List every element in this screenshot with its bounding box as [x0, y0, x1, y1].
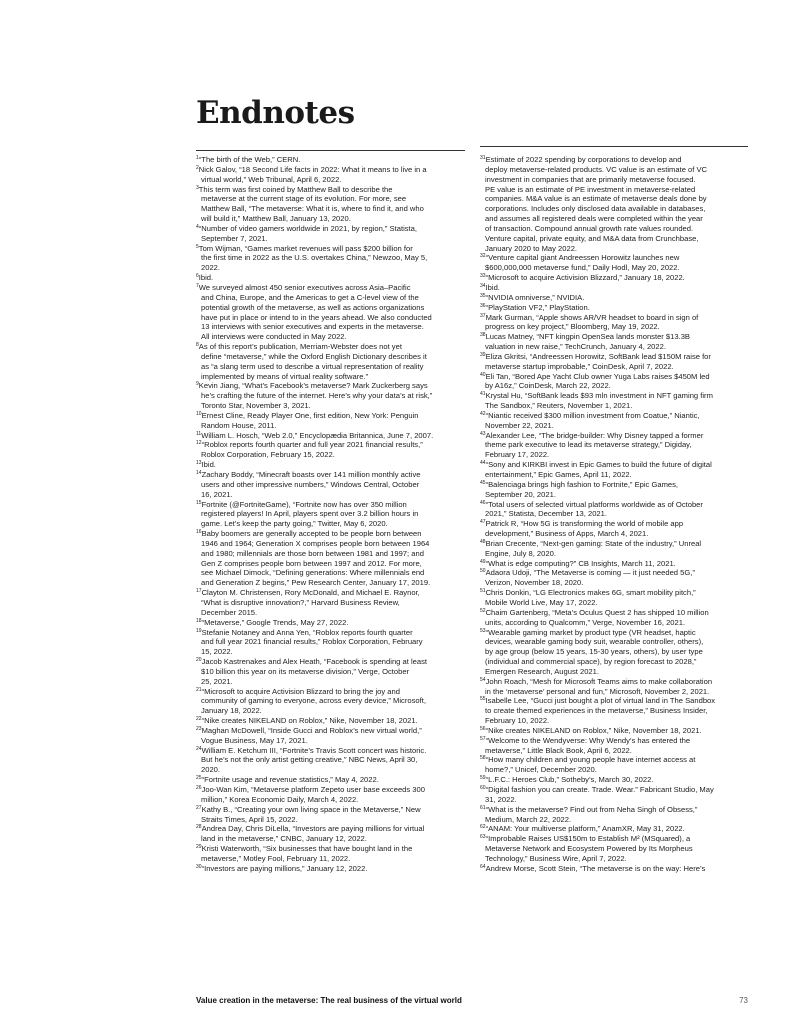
endnote-text: “L.F.C.: Heroes Club,” Sotheby’s, March 30, 2022.: [485, 775, 654, 785]
endnote-item: [196, 775, 468, 785]
endnote-number: 51: [480, 588, 486, 595]
endnote-item: [196, 431, 468, 441]
endnote-text: Patrick R, “How 5G is transforming the world of mobile app development,” Business of Apps, March 4, 2021.: [485, 519, 684, 539]
endnote-item: [196, 588, 468, 618]
endnote-item: [196, 224, 468, 244]
endnote-text: Chaim Gartenberg, “Meta’s Oculus Quest 2 has shipped 10 million units, according to Qualcomm,” Verge, November 16, 2021.: [485, 607, 709, 627]
endnote-number: 7: [196, 282, 199, 289]
endnote-text: Brian Crecente, “Next-gen gaming: State of the industry,” Unreal Engine, July 8, 2020.: [485, 538, 702, 558]
endnote-number: 32: [480, 253, 486, 260]
footer-report-title: Value creation in the metaverse: The real business of the virtual world: [196, 996, 462, 1005]
endnote-item: [480, 332, 752, 352]
endnote-text: “Nike creates NIKELAND on Roblox,” Nike, November 18, 2021.: [201, 716, 418, 726]
endnote-item: [196, 273, 468, 283]
endnote-number: 34: [480, 282, 486, 289]
endnote-item: [196, 657, 468, 687]
endnote-item: [480, 431, 752, 461]
endnote-text: “Venture capital giant Andreessen Horowitz launches new $600,000,000 metaverse fund,” Daily Hodl, May 20, 2022.: [485, 253, 680, 273]
endnote-number: 10: [196, 410, 202, 417]
endnote-text: “Roblox reports fourth quarter and full year 2021 financial results,” Roblox Corporation, February 15, 2022.: [201, 440, 423, 460]
endnote-number: 39: [480, 351, 486, 358]
endnote-text: “The birth of the Web,” CERN.: [198, 155, 301, 164]
endnote-number: 47: [480, 519, 486, 526]
endnote-number: 62: [480, 824, 486, 831]
endnote-text: We surveyed almost 450 senior executives across Asia–Pacific and China, Europe, and the Americas to get a C-level view of the potential growth of the metaverse, as well as actions organizations have put in place or intend to in the years ahead. We also conducted 13 interviews with senior executives and experts in the metaverse. All interviews were conducted in May 2022.: [198, 282, 432, 342]
endnote-item: [480, 253, 752, 273]
endnote-item: [480, 372, 752, 392]
endnote-item: [480, 628, 752, 677]
endnote-text: Maghan McDowell, “Inside Gucci and Roblox’s new virtual world,” Vogue Business, May 17, 2021.: [201, 725, 422, 745]
endnote-number: 55: [480, 696, 486, 703]
endnote-text: William E. Ketchum III, “Fortnite’s Travis Scott concert was historic. But he’s not the only artist getting creative,” NBC News, April 30, 2020.: [201, 745, 427, 775]
endnote-text: Eli Tan, “Bored Ape Yacht Club owner Yuga Labs raises $450M led by A16z,” CoinDesk, March 22, 2022.: [485, 371, 710, 391]
endnote-number: 56: [480, 725, 486, 732]
endnote-item: [196, 628, 468, 658]
endnote-text: Ernest Cline, Ready Player One, first edition, New York: Penguin Random House, 2011.: [201, 410, 419, 430]
endnote-number: 33: [480, 273, 486, 280]
endnote-number: 4: [196, 223, 199, 230]
endnote-text: “Fortnite usage and revenue statistics,” May 4, 2022.: [201, 775, 379, 785]
endnote-item: [196, 864, 468, 874]
endnote-text: Alexander Lee, “The bridge-builder: Why Disney tapped a former theme park executive to lead its metaverse strategy,” Digiday, February 17, 2022.: [485, 430, 704, 460]
endnote-item: [196, 165, 468, 185]
endnote-item: [196, 805, 468, 825]
endnote-item: [480, 303, 752, 313]
endnote-number: 14: [196, 470, 202, 476]
endnote-number: 3: [196, 184, 199, 191]
endnote-number: 43: [480, 430, 486, 437]
endnote-item: [480, 293, 752, 303]
endnote-item: [196, 244, 468, 274]
endnote-text: “Sony and KIRKBI invest in Epic Games to build the future of digital entertainment,” Epic Games, April 11, 2022.: [485, 460, 712, 479]
endnote-number: 48: [480, 538, 486, 545]
endnote-number: 45: [480, 479, 486, 486]
endnote-number: 8: [196, 342, 199, 349]
endnote-text: Ibid.: [198, 273, 214, 283]
endnote-text: “How many children and young people have internet access at home?,” Unicef, December 2020.: [485, 755, 696, 775]
endnote-number: 1: [196, 155, 199, 161]
endnote-text: Kathy B., “Creating your own living space in the Metaverse,” New Straits Times, April 15, 2022.: [201, 804, 421, 824]
endnote-number: 5: [196, 243, 199, 250]
endnote-item: [480, 391, 752, 411]
endnote-number: 26: [196, 785, 202, 791]
endnote-item: [480, 696, 752, 726]
endnote-number: 20: [196, 657, 202, 664]
endnote-item: [196, 746, 468, 776]
endnote-text: “Niantic received $300 million investment from Coatue,” Niantic, November 22, 2021.: [485, 410, 700, 430]
endnote-item: [480, 480, 752, 500]
endnote-number: 12: [196, 440, 202, 447]
endnote-text: Adaora Udoji, “The Metaverse is coming — it just needed 5G,” Verizon, November 18, 2020.: [485, 568, 695, 588]
endnote-item: [196, 460, 468, 470]
endnote-number: 13: [196, 460, 202, 467]
endnote-text: “Total users of selected virtual platforms worldwide as of October 2021,” Statista, December 13, 2021.: [485, 499, 703, 519]
endnote-item: [196, 155, 468, 165]
endnote-text: “What is the metaverse? Find out from Neha Singh of Obsess,” Medium, March 22, 2022.: [485, 804, 698, 824]
endnote-text: Mark Gurman, “Apple shows AR/VR headset to board in sign of progress on key project,” Bloomberg, May 19, 2022.: [485, 312, 699, 332]
page-number: 73: [739, 996, 748, 1005]
endnote-text: Estimate of 2022 spending by corporations to develop and deploy metaverse-related products. VC value is an estimate of VC investment in companies that are primarily metaverse focused. PE value is an estimate of PE investment in metaverse-related companies. M&A value is an estimate of metaverse deals done by corporations. Includes only disclosed data available in databases, and assumes all registered deals were completed within the year of transaction. Compound annual growth rate values rounded. Venture capital, private equity, and M&A data from Crunchbase, January 2020 to May 2022.: [485, 155, 708, 253]
endnote-item: [196, 411, 468, 431]
endnote-item: [196, 618, 468, 628]
left-column-divider: [196, 150, 465, 151]
endnote-item: [196, 470, 468, 500]
endnote-text: “Balenciaga brings high fashion to Fortnite,” Epic Games, September 20, 2021.: [485, 479, 679, 499]
endnote-item: [196, 824, 468, 844]
endnote-number: 25: [196, 775, 202, 782]
endnote-item: [480, 283, 752, 293]
endnote-number: 50: [480, 568, 486, 575]
endnote-text: Fortnite (@FortniteGame), “Fortnite now has over 350 million registered players! In April, players spent over 3.2 billion hours in game. Let’s keep the party going,” Twitter, May 6, 2020.: [201, 499, 419, 529]
endnote-text: Nick Galov, “18 Second Life facts in 2022: What it means to live in a virtual world,” Web Tribunal, April 6, 2022.: [198, 164, 427, 184]
endnote-item: [480, 519, 752, 539]
endnote-number: 37: [480, 312, 486, 319]
endnote-text: “What is edge computing?” CB Insights, March 11, 2021.: [485, 558, 676, 568]
endnote-number: 58: [480, 755, 486, 762]
endnote-item: [480, 460, 752, 480]
endnote-text: Kristi Waterworth, “Six businesses that have bought land in the metaverse,” Motley Fool, February 11, 2022.: [201, 844, 413, 863]
endnote-text: Baby boomers are generally accepted to be people born between 1946 and 1964; Generation X comprises people born between 1964 and 1980; millennials are those born between 1981 and 1997; and Gen Z comprises people born between 1997 and 2012. For more, see Michael Dimock, “Defining generations: Where millennials end and Generation Z begins,” Pew Research Center, January 17, 2019.: [201, 529, 431, 588]
endnote-text: Jacob Kastrenakes and Alex Heath, “Facebook is spending at least $10 billion this year on its metaverse division,” Verge, October 25, 2021.: [201, 657, 427, 686]
endnote-text: “Microsoft to acquire Activision Blizzard,” January 18, 2022.: [485, 273, 685, 283]
endnote-number: 53: [480, 627, 486, 634]
endnote-text: Ibid.: [201, 460, 216, 470]
page-title: Endnotes: [196, 95, 355, 131]
endnote-number: 63: [480, 834, 486, 841]
endnote-number: 57: [480, 735, 486, 742]
endnote-item: [480, 313, 752, 333]
endnote-text: “Microsoft to acquire Activision Blizzard to bring the joy and community of gaming to everyone, across every device,” Microsoft, January 18, 2022.: [201, 686, 426, 716]
endnote-item: [480, 755, 752, 775]
endnote-text: Ibid.: [485, 282, 500, 292]
endnotes-left-column: [196, 155, 468, 874]
endnote-text: William L. Hosch, “Web 2.0,” Encyclopædia Britannica, June 7, 2007.: [201, 430, 434, 440]
endnote-number: 52: [480, 607, 486, 614]
endnote-text: “Nike creates NIKELAND on Roblox,” Nike, November 18, 2021.: [485, 725, 702, 735]
endnote-text: Lucas Matney, “NFT kingpin OpenSea lands monster $13.3B valuation in new raise,” TechCrunch, January 4, 2022.: [485, 332, 690, 352]
endnote-text: Kevin Jiang, “What’s Facebook’s metaverse? Mark Zuckerberg says he’s crafting the future of the internet. Here’s why your data’s at risk,” Toronto Star, November 3, 2021.: [198, 381, 433, 411]
endnote-number: 9: [196, 381, 199, 388]
endnote-text: “Digital fashion you can create. Trade. Wear.” Fabricant Studio, May 31, 2022.: [485, 785, 714, 804]
endnote-item: [196, 844, 468, 864]
endnotes-right-column: [480, 155, 752, 874]
endnote-number: 36: [480, 302, 486, 309]
endnote-item: [480, 273, 752, 283]
endnote-item: [480, 785, 752, 805]
endnote-item: [480, 559, 752, 569]
endnote-text: “Improbable Raises US$150m to Establish M² (MSquared), a Metaverse Network and Ecosystem Powered by Its Morpheus Technology,” Business Wire, April 7, 2022.: [485, 834, 693, 863]
endnote-item: [196, 687, 468, 717]
endnote-number: 44: [480, 460, 486, 467]
endnote-text: Krystal Hu, “SoftBank leads $93 mln investment in NFT gaming firm The Sandbox,” Reuters, November 1, 2021.: [485, 391, 713, 411]
endnote-item: [480, 805, 752, 825]
endnote-number: 54: [480, 676, 486, 683]
endnote-text: Isabelle Lee, “Gucci just bought a plot of virtual land in The Sandbox to create themed experiences in the metaverse,” Business Insider, February 10, 2022.: [485, 696, 716, 726]
endnote-number: 31: [480, 155, 486, 161]
right-column-divider: [480, 146, 748, 147]
endnote-text: Eliza Gkritsi, “Andreessen Horowitz, SoftBank lead $150M raise for metaverse startup improbable,” CoinDesk, April 7, 2022.: [485, 351, 711, 371]
endnote-text: Andrea Day, Chris DiLella, “Investors are paying millions for virtual land in the metaverse,” CNBC, January 12, 2022.: [201, 824, 425, 844]
endnote-item: [196, 185, 468, 224]
endnote-item: [196, 381, 468, 411]
endnote-item: [196, 785, 468, 805]
endnote-number: 2: [196, 164, 199, 171]
endnote-item: [480, 500, 752, 520]
endnote-item: [196, 500, 468, 530]
endnote-number: 27: [196, 804, 202, 811]
endnote-number: 42: [480, 410, 486, 417]
endnote-number: 61: [480, 804, 486, 811]
endnote-number: 18: [196, 617, 202, 624]
endnote-number: 23: [196, 725, 202, 732]
endnote-number: 59: [480, 775, 486, 782]
endnote-text: “Welcome to the Wendyverse: Why Wendy’s has entered the metaverse,” Little Black Book, April 6, 2022.: [485, 735, 691, 755]
endnote-item: [480, 834, 752, 864]
endnote-number: 29: [196, 844, 202, 851]
endnote-number: 64: [480, 863, 486, 870]
endnote-number: 19: [196, 627, 202, 634]
endnote-number: 21: [196, 686, 202, 693]
endnote-text: “Wearable gaming market by product type (VR headset, haptic devices, wearable gaming body suit, wearable controller, others), by age group (below 15 years, 15-30 years, others), by user type (individual and commercial space), by region forecast to 2028,” Emergen Research, August 2021.: [485, 627, 704, 676]
endnote-text: Andrew Morse, Scott Stein, “The metaverse is on the way: Here’s: [485, 863, 706, 873]
endnote-text: Clayton M. Christensen, Rory McDonald, and Michael E. Raynor, “What is disruptive innovation?,” Harvard Business Review, December 2015.: [201, 588, 420, 617]
endnote-text: “PlayStation VF2,” PlayStation.: [485, 302, 590, 312]
endnote-item: [480, 775, 752, 785]
page-footer: [196, 996, 748, 1005]
endnote-number: 22: [196, 716, 202, 723]
endnote-item: [196, 529, 468, 588]
endnote-text: This term was first coined by Matthew Ball to describe the metaverse at the current stage of its evolution. For more, see Matthew Ball, “The metaverse: What it is, where to find it, and who will build it,” Matthew Ball, January 13, 2020.: [198, 184, 424, 224]
endnote-item: [196, 283, 468, 342]
endnote-number: 11: [196, 430, 202, 437]
endnote-item: [480, 726, 752, 736]
endnote-number: 49: [480, 558, 486, 565]
endnote-number: 35: [480, 292, 486, 299]
endnote-number: 6: [196, 273, 199, 280]
endnote-text: Tom Wijman, “Games market revenues will pass $200 billion for the first time in 2022 as the U.S. overtakes China,” Newzoo, May 5, 2022.: [198, 243, 428, 273]
endnote-number: 28: [196, 824, 202, 831]
endnote-item: [480, 539, 752, 559]
endnote-text: Stefanie Notaney and Anna Yen, “Roblox reports fourth quarter and full year 2021 financial results,” Roblox Corporation, February 15, 2022.: [201, 627, 423, 657]
endnote-number: 40: [480, 371, 486, 378]
endnote-number: 60: [480, 785, 486, 791]
endnote-text: “Metaverse,” Google Trends, May 27, 2022.: [201, 617, 349, 627]
endnote-number: 15: [196, 499, 202, 506]
endnote-number: 17: [196, 588, 202, 595]
endnote-text: As of this report’s publication, Merriam-Webster does not yet define “metaverse,” while the Oxford English Dictionary describes it as “a slang term used to describe a virtual representation of reality implemented by means of virtual reality software.”: [198, 342, 427, 381]
endnote-item: [480, 352, 752, 372]
endnote-item: [480, 677, 752, 697]
endnote-item: [480, 736, 752, 756]
endnote-text: Joo-Wan Kim, “Metaverse platform Zepeto user base exceeds 300 million,” Korea Economic Daily, March 4, 2022.: [201, 785, 425, 804]
endnote-text: “Investors are paying millions,” January 12, 2022.: [201, 863, 368, 873]
endnote-number: 16: [196, 529, 202, 536]
endnote-item: [480, 568, 752, 588]
endnote-text: “ANAM: Your multiverse platform,” AnamXR, May 31, 2022.: [485, 824, 685, 834]
endnote-number: 46: [480, 499, 486, 506]
endnote-text: Zachary Boddy, “Minecraft boasts over 141 million monthly active users and other impressive numbers,” Windows Central, October 16, 2021.: [201, 470, 421, 499]
endnote-text: Chris Donkin, “LG Electronics makes 6G, smart mobility pitch,” Mobile World Live, May 17, 2022.: [485, 588, 696, 607]
endnote-text: “Number of video gamers worldwide in 2021, by region,” Statista, September 7, 2021.: [198, 223, 417, 243]
endnote-text: “NVIDIA omniverse,” NVIDIA.: [485, 292, 585, 302]
endnote-text: John Roach, “Mesh for Microsoft Teams aims to make collaboration in the ‘metaverse’ personal and fun,” Microsoft, November 2, 2021.: [485, 676, 713, 696]
endnote-number: 30: [196, 863, 202, 870]
endnote-item: [196, 342, 468, 381]
endnote-item: [480, 864, 752, 874]
endnote-item: [480, 608, 752, 628]
endnote-item: [196, 440, 468, 460]
endnote-number: 41: [480, 391, 486, 398]
endnote-item: [480, 588, 752, 608]
endnote-item: [480, 824, 752, 834]
endnote-number: 24: [196, 745, 202, 752]
endnote-item: [480, 155, 752, 253]
endnote-item: [480, 411, 752, 431]
endnote-number: 38: [480, 332, 486, 339]
endnote-item: [196, 716, 468, 726]
endnote-item: [196, 726, 468, 746]
